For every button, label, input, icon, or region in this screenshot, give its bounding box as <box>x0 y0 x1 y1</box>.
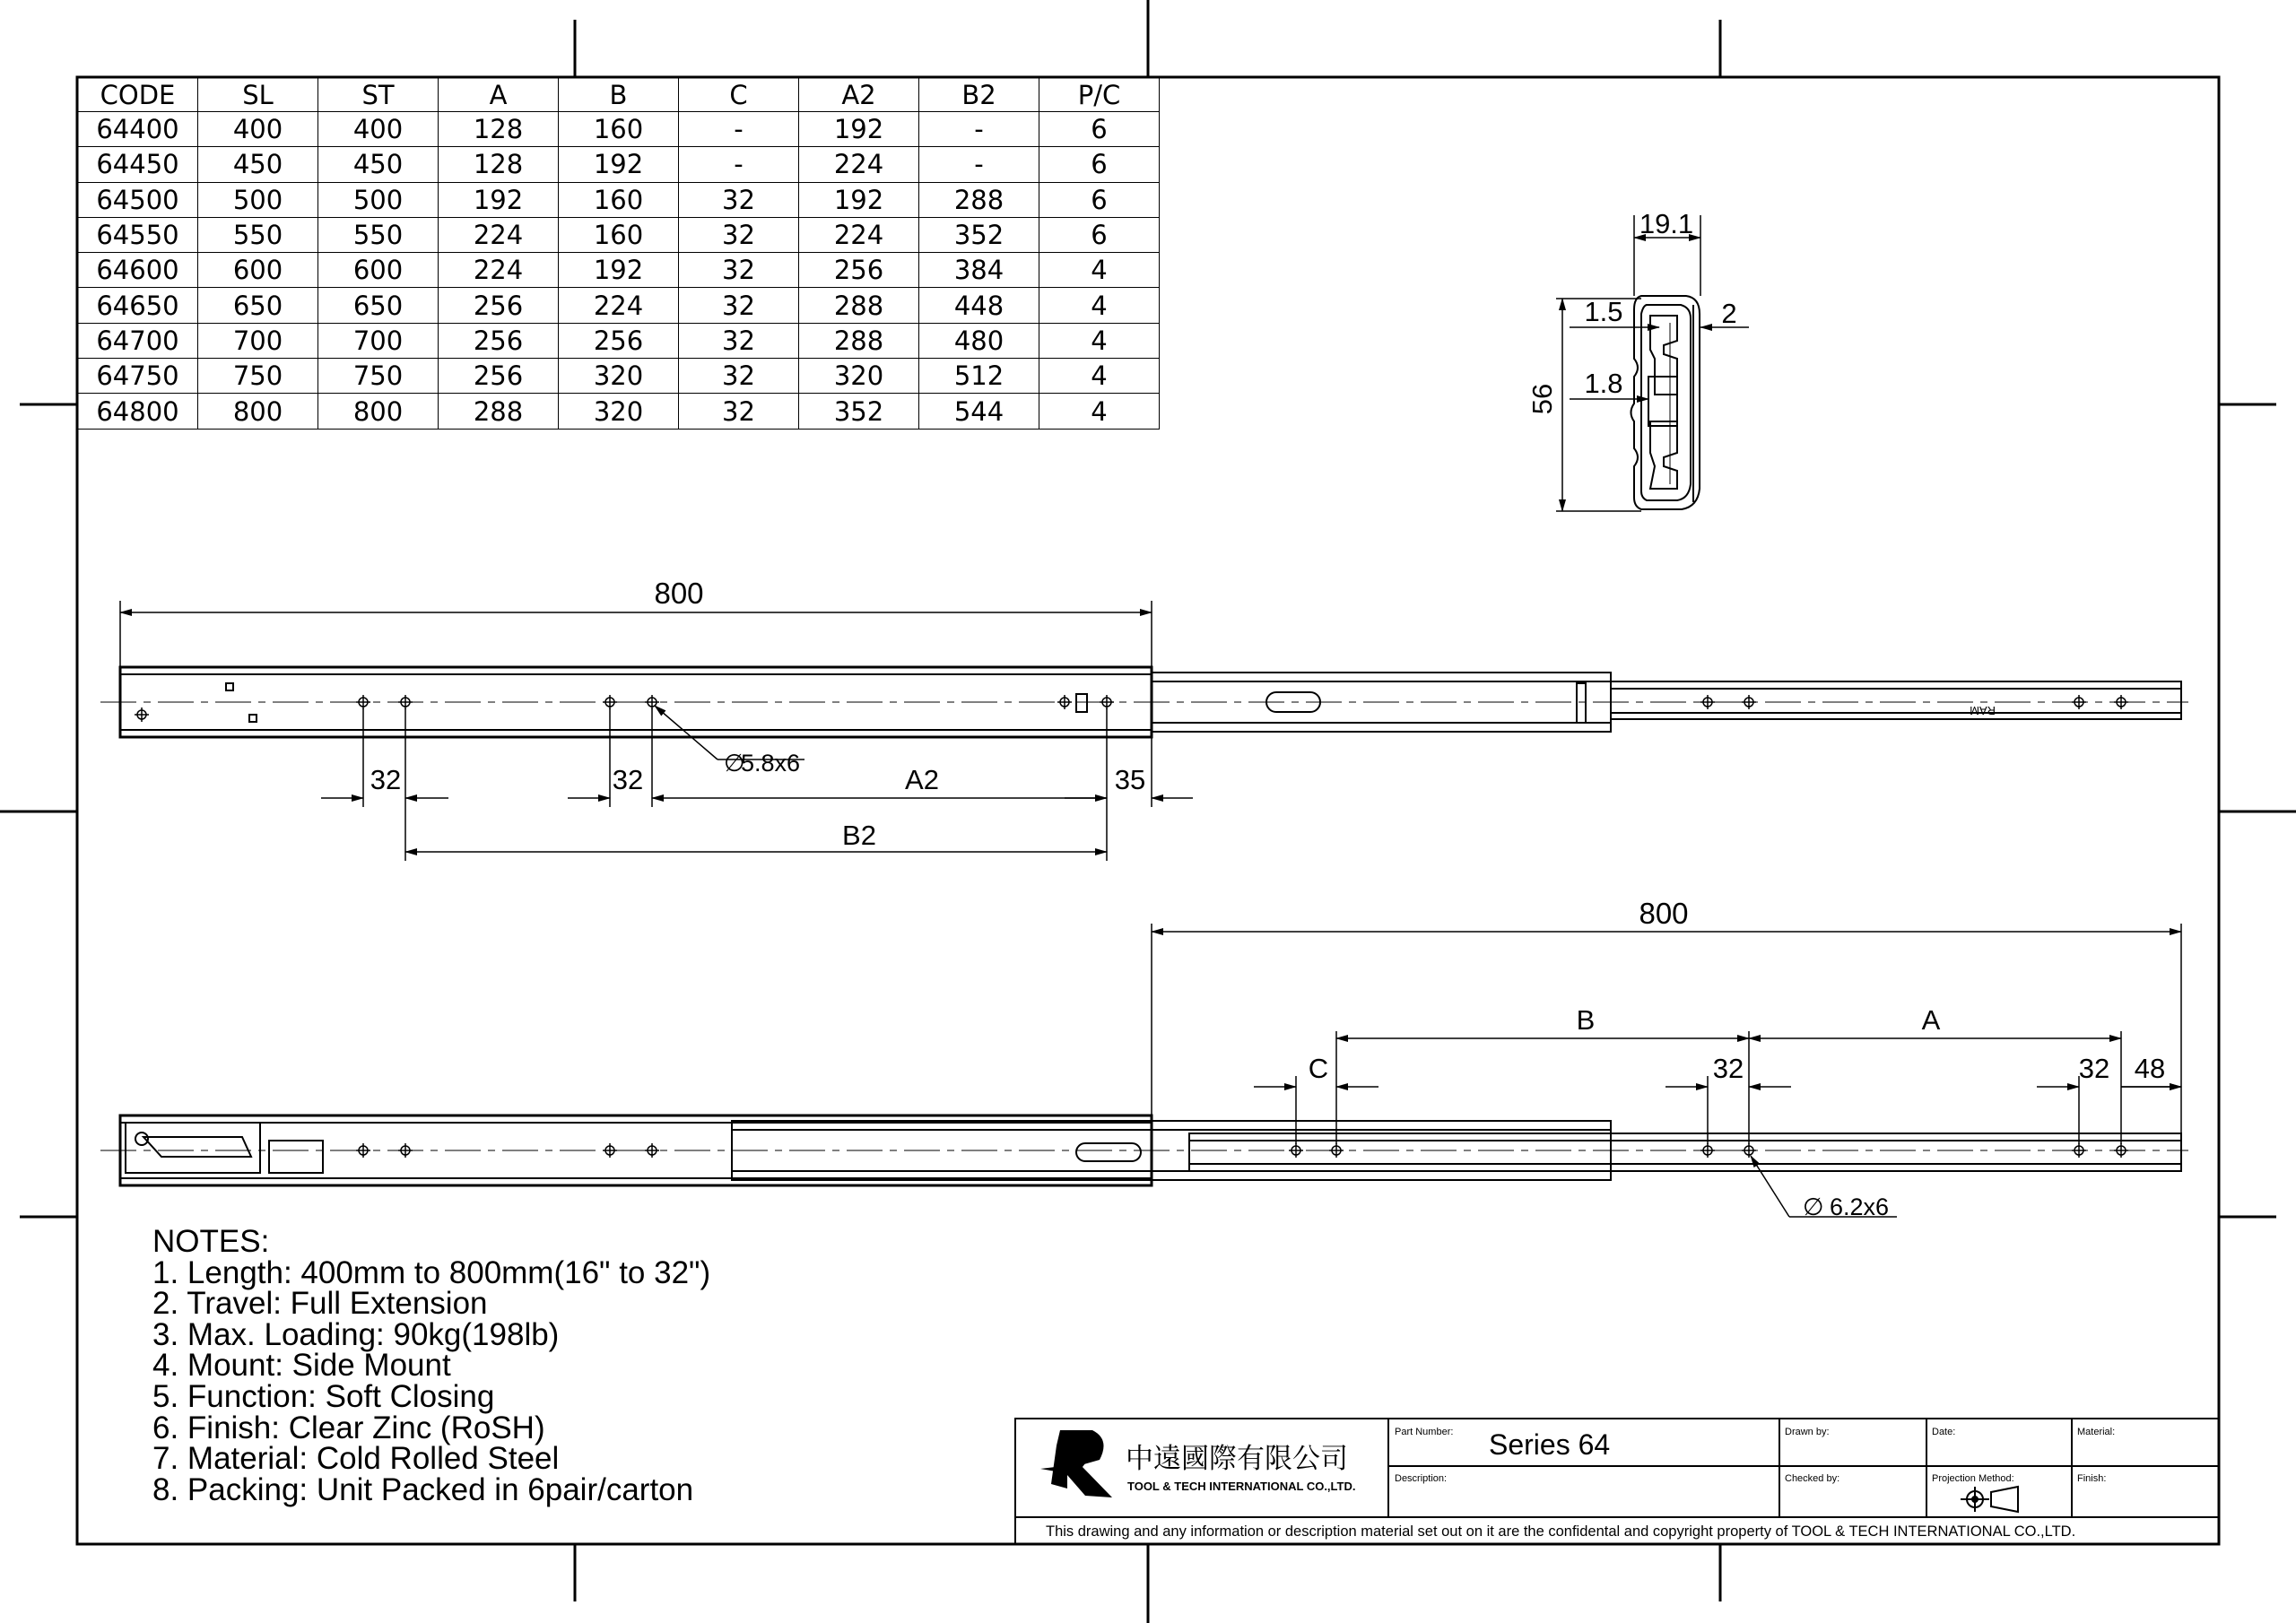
table-header-cell: CODE <box>78 78 198 112</box>
table-cell: 500 <box>198 182 318 217</box>
table-cell: 700 <box>318 323 439 358</box>
profile-dimensions <box>1556 215 1749 511</box>
table-row <box>78 182 1160 217</box>
company-name-en: TOOL & TECH INTERNATIONAL CO.,LTD. <box>1127 1480 1356 1493</box>
note-item: 8. Packing: Unit Packed in 6pair/carton <box>152 1471 694 1507</box>
profile-t3-label: 1.8 <box>1584 368 1623 399</box>
profile-height-label: 56 <box>1526 383 1558 415</box>
table-cell: 320 <box>559 394 679 429</box>
table-header-cell: A <box>439 78 559 112</box>
table-header-cell: ST <box>318 78 439 112</box>
bottom-p2-label: 32 <box>2078 1053 2110 1084</box>
bottom-c-label: C <box>1308 1053 1329 1084</box>
notes-block <box>152 1224 711 1507</box>
table-cell: 64750 <box>78 359 198 394</box>
table-cell: 128 <box>439 112 559 147</box>
table-cell: 352 <box>799 394 919 429</box>
table-cell: 4 <box>1039 323 1160 358</box>
table-cell: - <box>679 112 799 147</box>
table-cell: 224 <box>559 288 679 323</box>
note-item: 7. Material: Cold Rolled Steel <box>152 1441 560 1477</box>
table-cell: 32 <box>679 253 799 288</box>
table-cell: 224 <box>439 217 559 252</box>
mount-hole <box>2114 695 2128 709</box>
description-label: Description: <box>1395 1473 1448 1484</box>
table-cell: 32 <box>679 359 799 394</box>
top-end-label: 35 <box>1114 764 1146 795</box>
table-cell: - <box>679 147 799 182</box>
table-header-cell: C <box>679 78 799 112</box>
table-cell: 192 <box>559 253 679 288</box>
table-row <box>78 147 1160 182</box>
bottom-length-label: 800 <box>1639 897 1689 930</box>
top-hole-diameter-symbol: ∅ <box>724 750 745 777</box>
copyright-footer: This drawing and any information or description material set out on it are the confidental and copyright property of TOOL & TECH INTERNATIONAL CO.,LTD. <box>1046 1523 2076 1540</box>
spec-table <box>77 77 1160 430</box>
mount-hole <box>1289 1143 1303 1158</box>
profile-width-label: 19.1 <box>1639 208 1694 239</box>
table-cell: 448 <box>919 288 1039 323</box>
table-body <box>78 112 1160 430</box>
table-cell: 64550 <box>78 217 198 252</box>
table-cell: 4 <box>1039 253 1160 288</box>
top-pitch2-label: 32 <box>612 764 644 795</box>
mount-hole <box>2072 1143 2086 1158</box>
table-cell: 32 <box>679 182 799 217</box>
part-number-label: Part Number: <box>1395 1427 1454 1437</box>
finish-label: Finish: <box>2077 1473 2107 1484</box>
mount-hole <box>1057 695 1072 709</box>
table-cell: 224 <box>799 217 919 252</box>
bottom-view-dimensions <box>1152 924 2181 1217</box>
table-cell: 32 <box>679 217 799 252</box>
table-cell: 480 <box>919 323 1039 358</box>
table-cell: 64600 <box>78 253 198 288</box>
table-cell: 64450 <box>78 147 198 182</box>
bottom-end-label: 48 <box>2134 1053 2166 1084</box>
table-cell: 320 <box>799 359 919 394</box>
drawn-by-label: Drawn by: <box>1785 1427 1830 1437</box>
projection-label: Projection Method: <box>1932 1473 2014 1484</box>
table-row <box>78 217 1160 252</box>
table-cell: 750 <box>318 359 439 394</box>
table-cell: 192 <box>799 112 919 147</box>
table-header-row <box>78 78 1160 112</box>
table-cell: 750 <box>198 359 318 394</box>
table-header-cell: SL <box>198 78 318 112</box>
bottom-hole-diameter-symbol: ∅ <box>1803 1193 1824 1220</box>
note-item: 1. Length: 400mm to 800mm(16" to 32") <box>152 1254 711 1290</box>
table-row <box>78 359 1160 394</box>
part-number-value: Series 64 <box>1489 1428 1611 1461</box>
table-header-cell: B <box>559 78 679 112</box>
table-cell: 6 <box>1039 147 1160 182</box>
table-cell: 384 <box>919 253 1039 288</box>
table-cell: 64650 <box>78 288 198 323</box>
top-hole-label: 5.8x6 <box>741 750 801 777</box>
table-cell: 6 <box>1039 112 1160 147</box>
bottom-hole-label: 6.2x6 <box>1830 1193 1890 1220</box>
table-cell: 224 <box>799 147 919 182</box>
mount-hole <box>1742 695 1756 709</box>
table-row <box>78 253 1160 288</box>
mount-hole <box>2072 695 2086 709</box>
profile-t1-label: 1.5 <box>1584 296 1623 327</box>
mount-hole <box>135 707 149 722</box>
table-cell: 64700 <box>78 323 198 358</box>
mount-hole <box>1700 1143 1715 1158</box>
top-length-label: 800 <box>654 577 704 610</box>
table-cell: 288 <box>439 394 559 429</box>
table-header-cell: P/C <box>1039 78 1160 112</box>
bottom-b-label: B <box>1576 1004 1596 1036</box>
table-cell: 550 <box>318 217 439 252</box>
mount-hole <box>398 1143 413 1158</box>
table-cell: 600 <box>198 253 318 288</box>
profile-t2-label: 2 <box>1721 298 1737 329</box>
table-cell: - <box>919 112 1039 147</box>
table-cell: 224 <box>439 253 559 288</box>
table-cell: 256 <box>439 323 559 358</box>
table-row <box>78 394 1160 429</box>
table-cell: - <box>919 147 1039 182</box>
table-cell: 160 <box>559 182 679 217</box>
table-cell: 128 <box>439 147 559 182</box>
table-cell: 256 <box>439 288 559 323</box>
table-cell: 800 <box>318 394 439 429</box>
mount-hole <box>645 1143 659 1158</box>
table-cell: 512 <box>919 359 1039 394</box>
bottom-a-label: A <box>1921 1004 1941 1036</box>
mount-hole <box>1742 1143 1756 1158</box>
table-cell: 544 <box>919 394 1039 429</box>
table-cell: 160 <box>559 112 679 147</box>
projection-symbol-icon <box>1961 1487 2018 1512</box>
table-cell: 192 <box>559 147 679 182</box>
table-cell: 450 <box>318 147 439 182</box>
table-cell: 6 <box>1039 182 1160 217</box>
table-cell: 64500 <box>78 182 198 217</box>
table-cell: 400 <box>318 112 439 147</box>
mount-hole <box>1329 1143 1344 1158</box>
table-header-cell: A2 <box>799 78 919 112</box>
table-cell: 64800 <box>78 394 198 429</box>
table-cell: 32 <box>679 323 799 358</box>
note-item: 2. Travel: Full Extension <box>152 1286 488 1322</box>
table-cell: 700 <box>198 323 318 358</box>
mount-hole <box>603 695 617 709</box>
table-cell: 650 <box>318 288 439 323</box>
note-item: 6. Finish: Clear Zinc (RoSH) <box>152 1410 545 1445</box>
table-cell: 32 <box>679 394 799 429</box>
bottom-view-slide <box>100 1115 2188 1185</box>
mount-hole <box>603 1143 617 1158</box>
mount-hole <box>356 1143 370 1158</box>
table-cell: 352 <box>919 217 1039 252</box>
table-cell: 4 <box>1039 394 1160 429</box>
table-cell: 256 <box>799 253 919 288</box>
checked-by-label: Checked by: <box>1785 1473 1840 1484</box>
table-cell: 4 <box>1039 288 1160 323</box>
bottom-p1-label: 32 <box>1712 1053 1744 1084</box>
note-item: 3. Max. Loading: 90kg(198lb) <box>152 1316 560 1352</box>
mount-hole <box>2114 1143 2128 1158</box>
table-header-cell: B2 <box>919 78 1039 112</box>
table-cell: 288 <box>919 182 1039 217</box>
table-cell: 500 <box>318 182 439 217</box>
table-cell: 650 <box>198 288 318 323</box>
date-label: Date: <box>1932 1427 1956 1437</box>
table-cell: 192 <box>799 182 919 217</box>
table-cell: 192 <box>439 182 559 217</box>
table-cell: 256 <box>559 323 679 358</box>
table-cell: 600 <box>318 253 439 288</box>
table-row <box>78 288 1160 323</box>
mount-hole <box>356 695 370 709</box>
table-row <box>78 323 1160 358</box>
rail-stamp: RAM <box>1970 704 1996 717</box>
table-cell: 288 <box>799 323 919 358</box>
top-view-slide <box>100 667 2188 737</box>
note-item: 4. Mount: Side Mount <box>152 1348 451 1384</box>
mount-hole <box>1100 695 1114 709</box>
table-cell: 64400 <box>78 112 198 147</box>
table-row <box>78 112 1160 147</box>
company-logo <box>1040 1430 1112 1497</box>
top-pitch1-label: 32 <box>370 764 402 795</box>
note-item: 5. Function: Soft Closing <box>152 1378 495 1414</box>
table-cell: 6 <box>1039 217 1160 252</box>
mount-hole <box>1700 695 1715 709</box>
table-cell: 320 <box>559 359 679 394</box>
table-cell: 288 <box>799 288 919 323</box>
table-cell: 550 <box>198 217 318 252</box>
company-name-cn: 中遠國際有限公司 <box>1126 1443 1348 1475</box>
table-cell: 800 <box>198 394 318 429</box>
top-a2-label: A2 <box>905 764 939 795</box>
table-cell: 256 <box>439 359 559 394</box>
table-cell: 160 <box>559 217 679 252</box>
top-b2-label: B2 <box>842 820 876 851</box>
table-cell: 32 <box>679 288 799 323</box>
table-cell: 450 <box>198 147 318 182</box>
mount-hole <box>398 695 413 709</box>
top-view-holes <box>135 695 2128 722</box>
table-cell: 400 <box>198 112 318 147</box>
table-cell: 4 <box>1039 359 1160 394</box>
notes-title: NOTES: <box>152 1224 270 1259</box>
material-label: Material: <box>2077 1427 2116 1437</box>
